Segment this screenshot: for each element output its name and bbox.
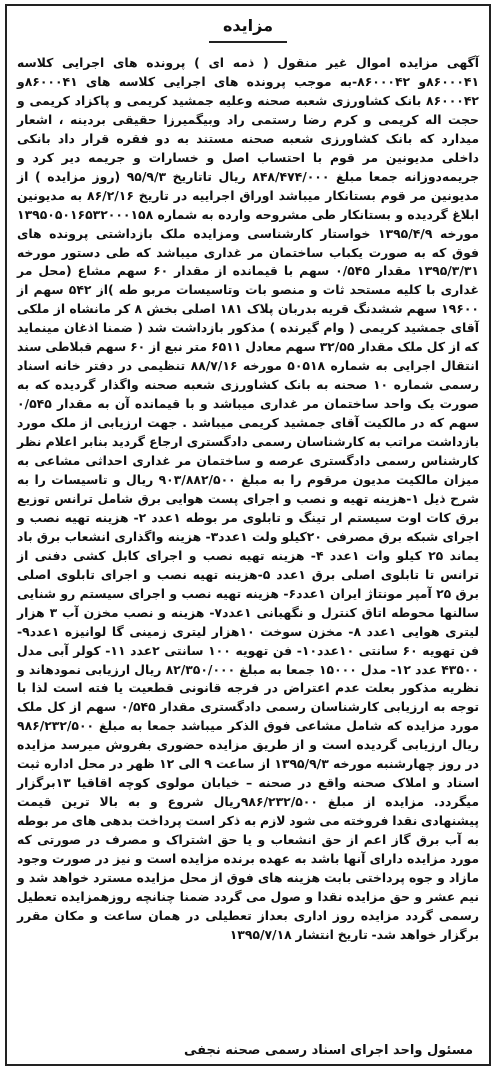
notice-title: مزایده	[209, 14, 287, 43]
auction-notice	[5, 4, 491, 1066]
title-area	[7, 14, 489, 43]
notice-signature: مسئول واحد اجرای اسناد رسمی صحنه نجفی	[184, 1043, 473, 1058]
notice-body: آگهی مزایده اموال غیر منقول ( ذمه ای ) پرونده های اجرایی کلاسه ۸۶۰۰۰۴۱و ۸۶۰۰۰۴۲-به موجب پرونده های اجرایی کلاسه های ۸۶۰۰۰۴۱و ۸۶۰۰۰۴۲ بانک کشاورزی شعبه صحنه وعلیه جمشید کریمی و پاکزاد کریمی و حجت اله کریمی و کرم رضا رستمی راد وبیگمیرزا حقیقی بردینه ، اشعار میدارد که بانک کشاورزی شعبه صحنه مستند به دو فقره قرار داد بانکی داخلی مدیونین مر قوم با احتساب اصل و خسارات و جریمه دیر کرد و جریمه‌دوزانه جمعا مبلغ ۸۴۸/۴۷۴/۰۰۰ ریال تاتاریخ ۹۵/۹/۳ (روز مزایده ) از مدیونین مر قوم بستانکار میباشد اوراق اجراییه در تاریخ ۸۶/۲/۱۶ به مدیونین ابلاغ گردیده و بستانکار طی مشروحه وارده به شماره ۱۳۹۵۰۵۰۱۶۵۳۲۰۰۰۱۵۸ مورخه ۱۳۹۵/۴/۹ خواستار کارشناسی ومزایده ملک بازداشتی پرونده های فوق که به صورت یکباب ساختمان مر غداری میباشد که طی دستور مورخه ۱۳۹۵/۳/۳۱ مقدار ۰/۵۴۵ سهم با قیمانده از مقدار ۶۰ سهم مشاع (محل مر غداری با کلیه مستحد ثات و منصو بات وتاسیسات مربو طه )از ۵۴۲ سهم از ۱۹۶۰۰ سهم ششدنگ قریه بدربان پلاک ۱۸۱ اصلی بخش ۸ کر مانشاه از ملکی آقای جمشید کریمی ( وام گیرنده ) مذکور بازداشت شد ( ضمنا اذغان مینماید که از کل ملک مقدار ۳۲/۵۵ سهم معادل ۶۵۱۱ متر نبع از ۶۰ سهم قبلاطی سند انتقال اجرایی به شماره ۵۰۵۱۸ مورخه ۸۸/۷/۱۶ تنظیمی در دفتر خانه اسناد رسمی شماره ۱۰ صحنه به بانک کشاورزی شعبه صحنه واگذار گردیده که به صورت یک واحد ساختمان مر غداری میباشد و با قیمانده آن به مقدار ۰/۵۴۵ سهم که در مالکیت آقای جمشید کریمی میباشد . جهت ارزیابی از ملک مورد بازداشت مراتب به کارشناسان رسمی دادگستری ارجاع گردید بنابر اعلام نظر کارشناس رسمی دادگستری عرصه و ساختمان مر غداری احداثی مشاعی به میزان مالکیت مدیون مرقوم را به مبلغ ۹۰۳/۸۸۲/۵۰۰ ریال و تاسیسات را به شرح ذیل ۱-هزینه تهیه و نصب و اجرای پست هوایی برق شامل ترانس توزیع برق کات اوت سیستم ار تینگ و تابلوی مر بوطه ۱عدد ۲- هزینه تهیه نصب و اجرای شبکه برق مصرفی ۲۰کیلو ولت ۱عدد۳- هزینه واگذاری انشعاب برق باد یماند ۲۵ کیلو وات ۱عدد ۴- هزینه تهیه نصب و اجرای کابل کشی دفنی از ترانس تا تابلوی اصلی برق ۱عدد ۵-هزینه تهیه نصب و اجرای تابلوی اصلی برق ۲۵ آمپر مونتاژ ایران ۱عدد۶- هزینه تهیه نصب و اجرای سیستم رو شنایی سالنها محوطه اتاق کنترل و نگهبانی ۱عدد۷- هزینه و نصب مخزن آب ۳ هزار لیتری هوایی ۱عدد ۸- مخزن سوخت ۱۰هزار لیتری زمینی گا لوانیزه ۱عدد۹- فن تهویه ۶۰ سانتی ۱۰عدد۱۰- فن تهویه ۱۰۰ سانتی ۲عدد ۱۱- کولر آبی مدل ۴۳۵۰۰ عدد ۱۲- مدل ۱۵۰۰۰ جمعا به مبلغ ۸۲/۳۵۰/۰۰۰ ریال ارزیابی نمودهاند و نظریه مذکور بعلت عدم اعتراض در فرجه قانونی قطعیت یا فته است لذا با توجه به ارزیابی کارشناسان رسمی دادگستری مقدار ۰/۵۴۵ سهم از کل ملک مورد مزایده که شامل مشاعی فوق الذکر میباشد جمعا به مبلغ ۹۸۶/۲۳۲/۵۰۰ ریال ارزیابی گردیده است و از طریق مزایده حضوری بفروش میرسد مزایده در روز چهارشنبه مورخه ۱۳۹۵/۹/۳ از ساعت ۹ الی ۱۲ ظهر در محل اداره ثبت اسناد و املاک صحنه واقع در صحنه – خیابان مولوی کوچه اقاقیا ۱۳برگزار میگردد. مزایده از مبلغ ۹۸۶/۲۳۲/۵۰۰ریال شروع و به بالا ترین قیمت پیشنهادی نقدا فروخته می شود لازم به ذکر است پرداخت بدهی های مر بوطه به آب برق گاز اعم از حق انشعاب و یا حق اشتراک و مصرف در صورتی که مورد مزایده دارای آنها باشد به عهده برنده مزایده است و نیز در صورت وجود مازاد و جوه پرداختی بابت هزینه های فوق از محل مزایده مسترد خواهد شد و نیم عشر و حق مزایده نقدا و صول می گردد ضمنا چنانچه روزهمزایده تعطیل رسمی گردد مزایده روز اداری بعداز تعطیلی در همان ساعت و مکان مقرر برگزار خواهد شد- تاریخ انتشار ۱۳۹۵/۷/۱۸	[17, 55, 480, 942]
